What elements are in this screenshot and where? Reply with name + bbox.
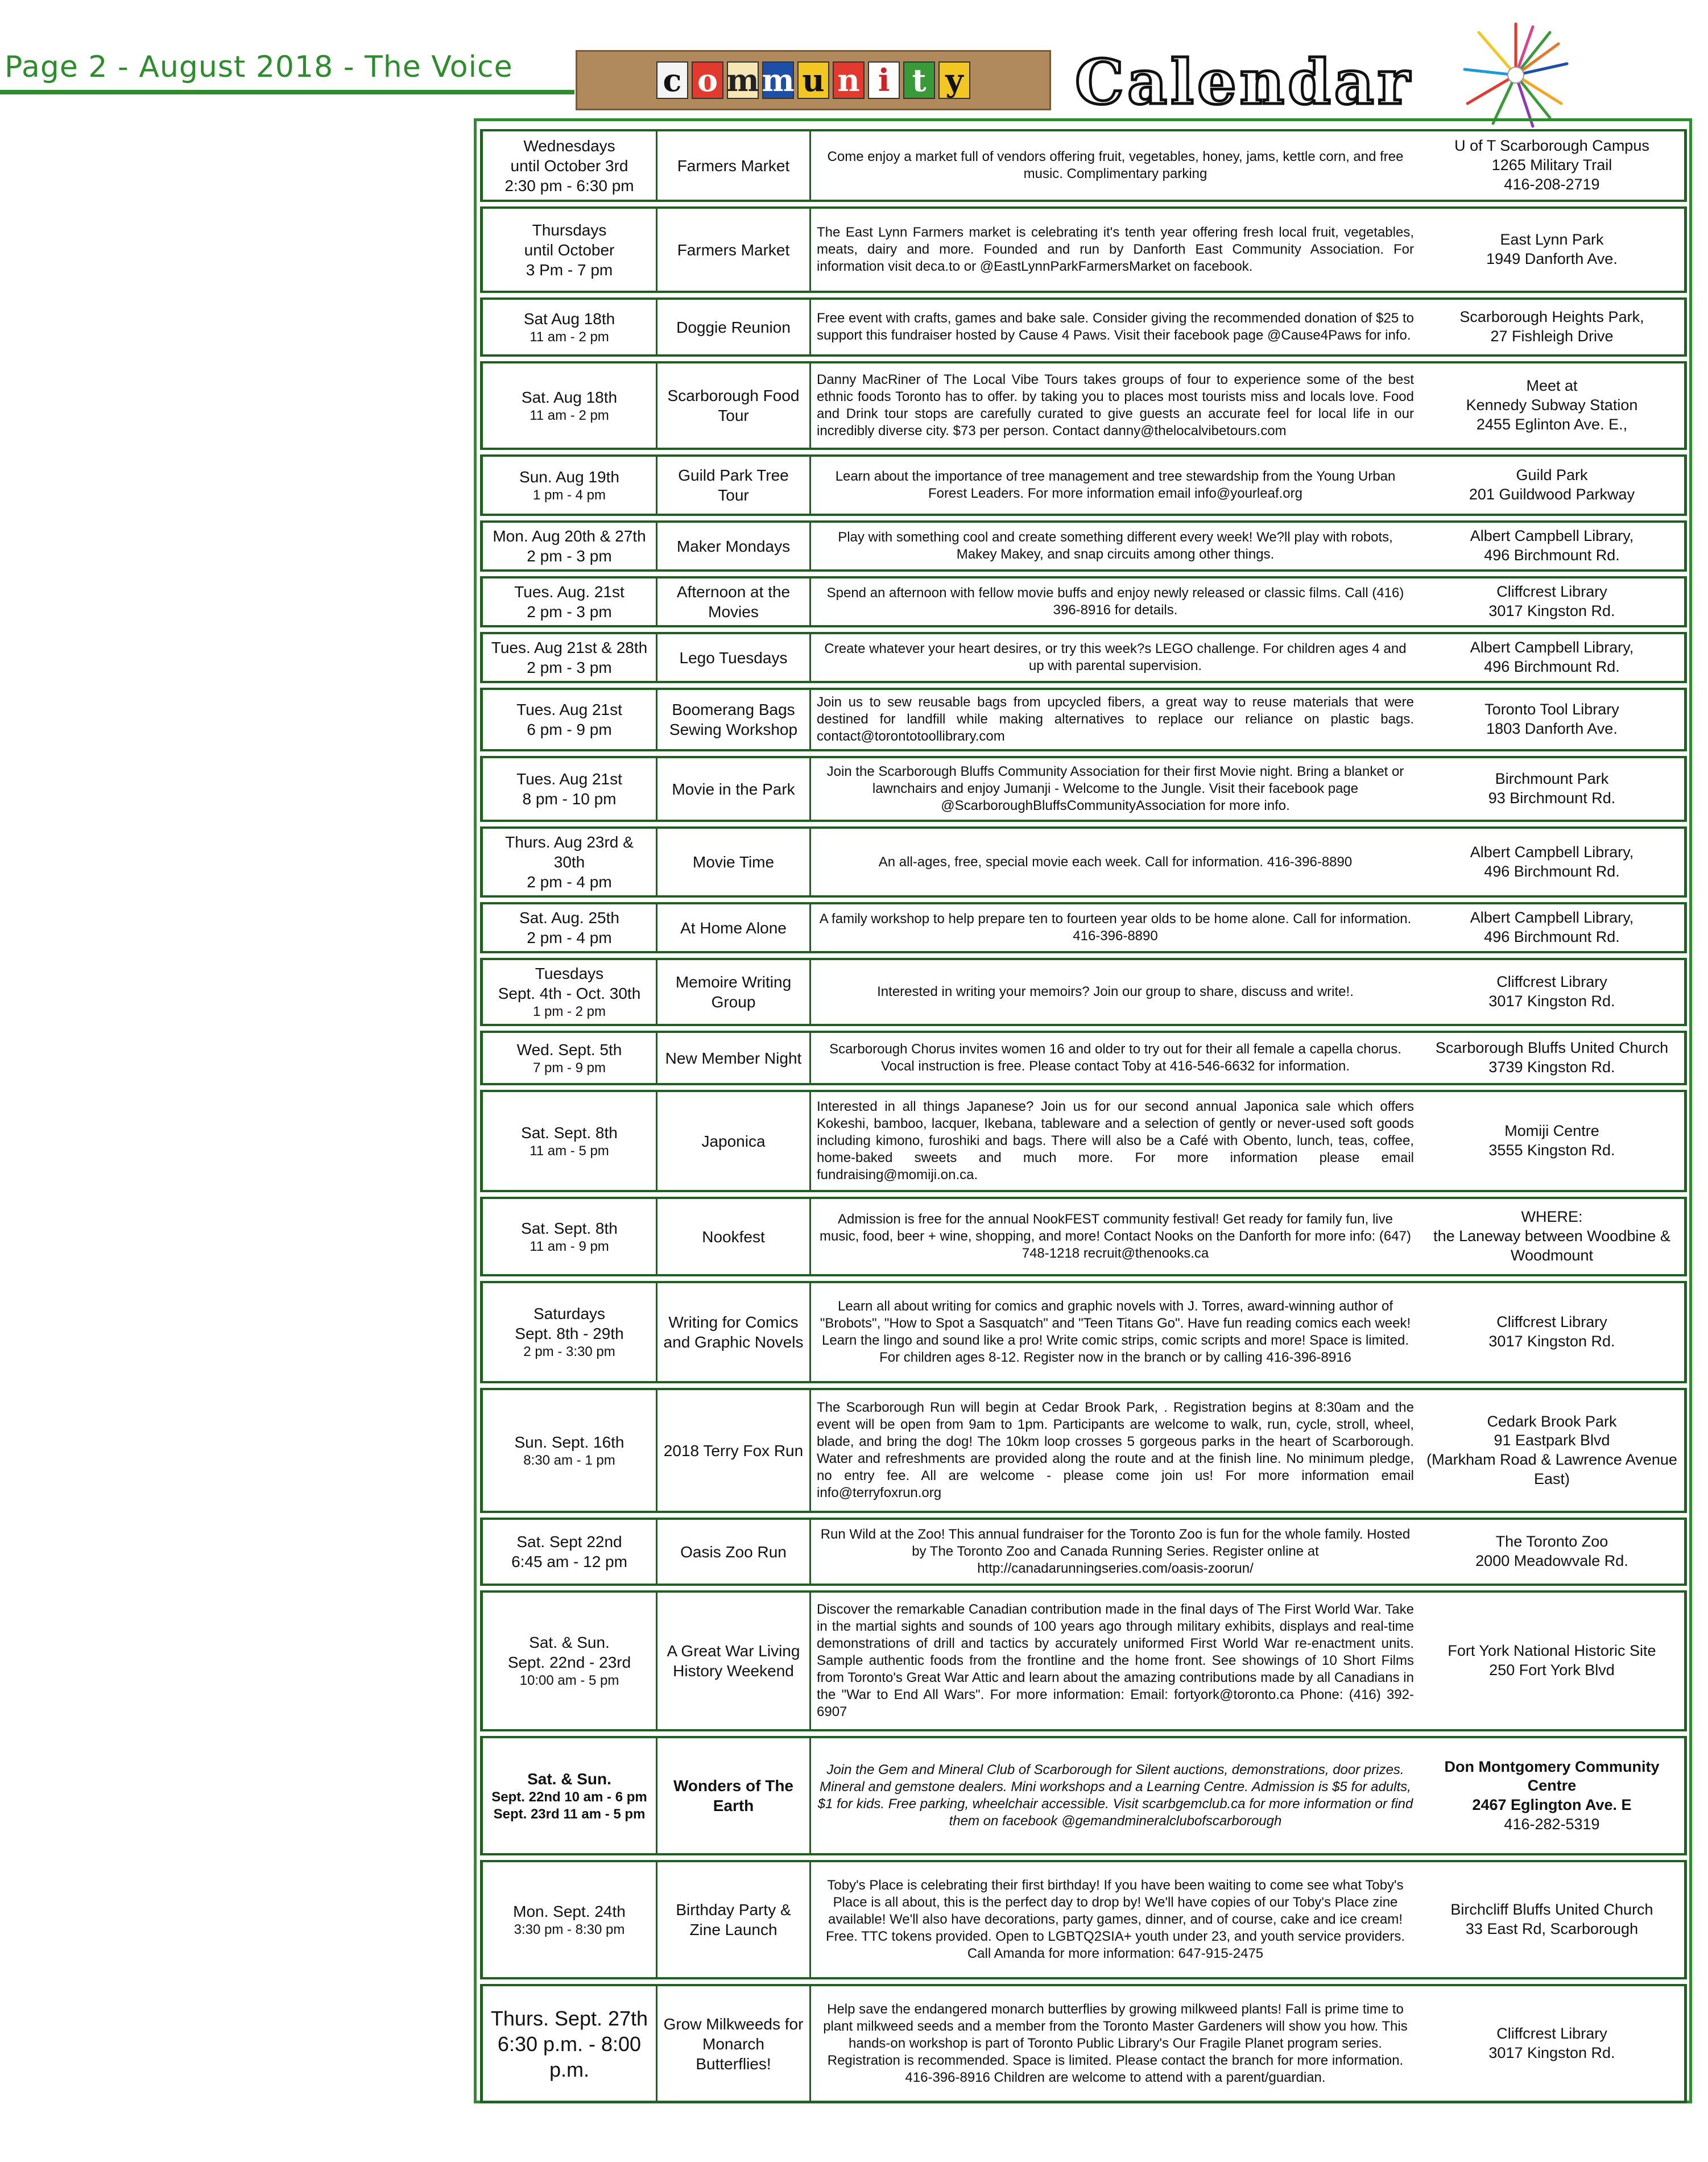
event-location [1420,576,1687,627]
table-row [480,576,1687,627]
event-description: Scarborough Chorus invites women 16 and older to try out for their all female a capella chorus. Vocal instruction is free. Please contact Toby at 416-546-6632 for information. [811,1031,1420,1085]
location-line: 2000 Meadowvale Rd. [1475,1552,1628,1569]
banner-letters [656,61,970,99]
date-line: Tues. Aug. 21st [514,583,625,601]
event-date [480,297,657,357]
time-line: 11 am - 2 pm [530,407,609,423]
location-line: 201 Guildwood Parkway [1469,486,1635,503]
event-date [480,826,657,898]
event-description: Join us to sew reusable bags from upcycled fibers, a great way to reuse materials that were destined for landfill while making alternatives to replace our reliance on plastic bags. contact@torontotoollibrary.com [811,688,1420,751]
location-line: the Laneway between Woodbine & Woodmount [1433,1227,1670,1264]
calendar-frame [474,118,1692,2103]
location-line: 91 Eastpark Blvd [1494,1432,1610,1449]
event-title: Movie in the Park [657,756,811,822]
event-location [1420,1090,1687,1192]
event-description: Run Wild at the Zoo! This annual fundraiser for the Toronto Zoo is fun for the whole family. Hosted by The Toronto Zoo and Canada Running Series. Register online at http://canadarunningseries.com/oasis-zoorun/ [811,1518,1420,1586]
event-date [480,1388,657,1513]
time-line: 3:30 pm - 8:30 pm [514,1921,625,1937]
event-description: Free event with crafts, games and bake sale. Consider giving the recommended donation of $25 to support this fundraiser hosted by Cause 4 Paws. Visit their facebook page @Cause4Paws for info. [811,297,1420,357]
location-line: 3017 Kingston Rd. [1488,1333,1615,1350]
location-line: 3555 Kingston Rd. [1488,1142,1615,1159]
calendar-title: Calendar [1075,47,1413,118]
time-line: 3 Pm - 7 pm [526,261,613,279]
event-location [1420,1736,1687,1855]
page-header [0,0,1708,118]
banner-letter: n [833,61,865,99]
table-row [480,129,1687,202]
starburst-icon [1459,18,1573,132]
location-line: 1949 Danforth Ave. [1486,250,1618,267]
event-title: Afternoon at the Movies [657,576,811,627]
time-line: 1 pm - 2 pm [532,1004,606,1019]
event-title: Nookfest [657,1197,811,1276]
time-line: 2 pm - 3 pm [527,603,612,621]
location-line: Cliffcrest Library [1496,973,1607,991]
time-line: 2 pm - 3 pm [527,659,612,676]
time-line: 2 pm - 4 pm [527,873,612,891]
event-date [480,1860,657,1979]
time-line: 8:30 am - 1 pm [523,1452,615,1468]
location-line: 3017 Kingston Rd. [1488,2044,1615,2061]
banner-letter: o [692,61,723,99]
table-row [480,1090,1687,1192]
event-title: Guild Park Tree Tour [657,454,811,516]
location-line: 1265 Military Trail [1491,156,1612,174]
event-description: Join the Gem and Mineral Club of Scarborough for Silent auctions, demonstrations, door prizes. Mineral and gemstone dealers. Mini workshops and a Learning Centre. Admission is $5 for adults, $1 for kids. Free parking, wheelchair accessible. Visit scarbgemclub.ca for more information or find them on facebook @gemandmineralclubofscarborough [811,1736,1420,1855]
event-title: Movie Time [657,826,811,898]
date-line: Saturdays [533,1305,606,1322]
time-line: 2 pm - 3:30 pm [523,1344,615,1359]
date-line: Sat. Sept. 8th [521,1219,618,1237]
table-row [480,1518,1687,1586]
location-line: East Lynn Park [1500,231,1604,249]
calendar-table [480,125,1687,2108]
table-row [480,361,1687,450]
event-description: The East Lynn Farmers market is celebrating it's tenth year offering fresh local fruit, vegetables, meats, dairy and more. Founded and run by Danforth East Community Association. For information visit deca.to or @EastLynnParkFarmersMarket on facebook. [811,206,1420,293]
location-line: 250 Fort York Blvd [1489,1661,1615,1679]
table-row [480,632,1687,683]
location-line: 496 Birchmount Rd. [1484,862,1620,880]
event-location [1420,1860,1687,1979]
table-row [480,756,1687,822]
location-line: 27 Fishleigh Drive [1490,328,1614,345]
date-line: Tues. Aug 21st [516,701,622,718]
banner-letter: u [797,61,829,99]
date-line: Tuesdays [535,965,604,982]
date-line: Sat. & Sun. [529,1634,610,1651]
time-line: 2 pm - 3 pm [527,547,612,565]
event-date [480,454,657,516]
event-title: Doggie Reunion [657,297,811,357]
event-location [1420,688,1687,751]
location-line: Fort York National Historic Site [1448,1642,1656,1660]
date-line: Sun. Aug 19th [519,468,619,486]
table-row [480,206,1687,293]
page-label: Page 2 - August 2018 - The Voice [5,50,513,84]
event-title: Memoire Writing Group [657,958,811,1026]
event-title: Wonders of The Earth [657,1736,811,1855]
date-line: Sun. Sept. 16th [514,1433,625,1451]
event-date [480,361,657,450]
table-row [480,1031,1687,1085]
location-line: Cedark Brook Park [1487,1412,1617,1430]
location-line: Albert Campbell Library, [1470,527,1634,545]
time-line: 1 pm - 4 pm [532,487,606,503]
event-date [480,1518,657,1586]
table-row [480,1197,1687,1276]
event-date [480,1736,657,1855]
date-line: until October 3rd [510,156,628,175]
event-date [480,1031,657,1085]
event-location [1420,1590,1687,1731]
location-line: WHERE: [1521,1208,1583,1226]
time-line: 11 am - 2 pm [530,329,609,345]
date-line: Mon. Aug 20th & 27th [493,527,646,545]
event-location [1420,826,1687,898]
event-title: A Great War Living History Weekend [657,1590,811,1731]
table-row [480,958,1687,1026]
time-line: 11 am - 5 pm [530,1143,609,1159]
location-line: Meet at [1526,377,1578,395]
location-line: Cliffcrest Library [1496,583,1607,601]
event-description: Help save the endangered monarch butterflies by growing milkweed plants! Fall is prime time to plant milkweed seeds and a member from the Toronto Master Gardeners will show you how. This hands-on workshop is part of Toronto Public Library's Our Fragile Planet program series. Registration is recommended. Space is limited. Please contact the branch for more information. 416-396-8916 Children are welcome to attend with a parent/guardian. [811,1984,1420,2103]
location-line: Birchcliff Bluffs United Church [1450,1901,1653,1919]
event-title: Japonica [657,1090,811,1192]
event-location [1420,1984,1687,2103]
event-description: Danny MacRiner of The Local Vibe Tours takes groups of four to experience some of the best ethnic foods Toronto has to offer. by taking you to places most tourists miss and locals love. Food and Drink tour stops are carefully curated to give guests an accurate feel for local life in our incredibly diverse city. $73 per person. Contact danny@thelocalvibetours.com [811,361,1420,450]
table-row [480,1281,1687,1383]
location-line: 2455 Eglinton Ave. E., [1476,415,1628,433]
location-line: Scarborough Heights Park, [1459,308,1644,326]
table-row [480,688,1687,751]
banner-letter: y [938,61,970,99]
location-line: 1803 Danforth Ave. [1486,720,1618,737]
banner-letter: i [868,61,900,99]
event-location [1420,902,1687,953]
event-description: A family workshop to help prepare ten to fourteen year olds to be home alone. Call for information. 416-396-8890 [811,902,1420,953]
date-line: Sept. 8th - 29th [515,1325,624,1342]
event-description: Create whatever your heart desires, or try this week?s LEGO challenge. For children ages 4 and up with parental supervision. [811,632,1420,683]
table-row [480,1984,1687,2103]
event-title: Scarborough Food Tour [657,361,811,450]
event-date [480,756,657,822]
event-description: Discover the remarkable Canadian contribution made in the final days of The First World War. Take in the martial sights and sounds of 100 years ago through military exhibits, displays and real-time demonstrations of drill and tactics by accurately uniformed First World War re-enactment units. Sample authentic foods from the frontline and the home front. See showings of 10 Short Films from Toronto's Great War Attic and learn about the amazing contributions made by all Canadians in the "War to End All Wars". For more information: Email: fortyork@toronto.ca Phone: (416) 392-6907 [811,1590,1420,1731]
event-title: At Home Alone [657,902,811,953]
location-line: 33 East Rd, Scarborough [1465,1920,1639,1937]
time-line: 10:00 am - 5 pm [519,1673,619,1688]
event-description: Play with something cool and create something different every week! We?ll play with robots, Makey Makey, and snap circuits among other things. [811,520,1420,572]
event-description: Interested in all things Japanese? Join us for our second annual Japonica sale which offers Kokeshi, bamboo, lacquer, Ikebana, tableware and a selection of gently or never-used soft goods including kimono, furoshiki and bags. There will also be a Café with Obento, lunch, teas, coffee, home-baked sweets and much more. For more information please email fundraising@momiji.on.ca. [811,1090,1420,1192]
event-title: Farmers Market [657,129,811,202]
location-line: Don Montgomery Community Centre [1444,1758,1660,1795]
event-title: Grow Milkweeds for Monarch Butterflies! [657,1984,811,2103]
location-line: (Markham Road & Lawrence Avenue East) [1426,1451,1677,1487]
event-date [480,206,657,293]
table-row [480,1590,1687,1731]
event-date [480,520,657,572]
location-line: 3017 Kingston Rd. [1488,602,1615,619]
event-description: The Scarborough Run will begin at Cedar Brook Park, . Registration begins at 8:30am and the event will be open from 9am to 1pm. Participants are welcome to walk, run, cycle, stroll, wheel, blade, and bring the dog! The 10km loop crosses 5 gorgeous parks in the heart of Scarborough. Water and refreshments are provided along the route and at the finish line. No minimum pledge, no entry fee. All are welcome - please come join us! For more information email info@terryfoxrun.org [811,1388,1420,1513]
location-line: Kennedy Subway Station [1466,396,1638,414]
banner-letter: m [762,62,795,98]
location-line: Toronto Tool Library [1484,701,1619,718]
location-line: 3739 Kingston Rd. [1488,1059,1615,1076]
event-description: Learn all about writing for comics and graphic novels with J. Torres, award-winning author of "Brobots", "How to Spot a Sasquatch" and "Teen Titans Go". Have fun reading comics each week! Learn the lingo and sound like a pro! Write comic strips, comic scripts and more! Space is limited. For children ages 8-12. Register now in the branch or by calling 416-396-8916 [811,1281,1420,1383]
event-title: Oasis Zoo Run [657,1518,811,1586]
date-line: Thurs. Sept. 27th [490,2006,648,2030]
event-description: Join the Scarborough Bluffs Community Association for their first Movie night. Bring a blanket or lawnchairs and enjoy Jumanji - Welcome to the Jungle. Visit their facebook page @ScarboroughBluffsCommunityAssociation for more info. [811,756,1420,822]
date-line: Sat. Sept. 8th [521,1123,618,1142]
event-date [480,688,657,751]
date-line: until October [524,241,615,259]
location-line: Cliffcrest Library [1496,1313,1607,1331]
location-line: Momiji Centre [1504,1122,1599,1140]
date-line: Thurs. Aug 23rd & 30th [505,833,634,871]
event-location [1420,1518,1687,1586]
event-date [480,129,657,202]
event-description: Learn about the importance of tree management and tree stewardship from the Young Urban Forest Leaders. For more information email info@yourleaf.org [811,454,1420,516]
event-location [1420,632,1687,683]
event-location [1420,958,1687,1026]
date-line: Wed. Sept. 5th [516,1040,622,1059]
table-row [480,1388,1687,1513]
date-line: Thursdays [532,221,607,239]
location-line: 3017 Kingston Rd. [1488,993,1615,1010]
location-line: Scarborough Bluffs United Church [1435,1039,1669,1057]
event-location [1420,756,1687,822]
table-row [480,454,1687,516]
time-line: 2:30 pm - 6:30 pm [504,176,634,195]
table-row [480,1736,1687,1855]
table-row [480,1860,1687,1979]
date-line: Tues. Aug 21st [516,770,622,788]
event-location [1420,1197,1687,1276]
event-location [1420,129,1687,202]
event-location [1420,1281,1687,1383]
event-location [1420,454,1687,516]
time-line: 11 am - 9 pm [530,1238,609,1254]
location-line: Albert Campbell Library, [1470,909,1634,927]
event-location [1420,361,1687,450]
event-description: Come enjoy a market full of vendors offering fruit, vegetables, honey, jams, kettle corn, and free music. Complimentary parking [811,129,1420,202]
event-date [480,1197,657,1276]
header-rule [0,90,574,94]
date-line: Sept. 23rd 11 am - 5 pm [493,1806,646,1822]
event-description: Spend an afternoon with fellow movie buffs and enjoy newly released or classic films. Call (416) 396-8916 for details. [811,576,1420,627]
table-row [480,297,1687,357]
location-line: Birchmount Park [1495,770,1609,788]
location-line: 496 Birchmount Rd. [1484,928,1620,945]
location-line: 93 Birchmount Rd. [1488,789,1616,807]
location-line: 416-282-5319 [1504,1815,1600,1833]
date-line: Sat. Aug 18th [521,388,618,406]
table-row [480,826,1687,898]
event-date [480,1090,657,1192]
banner-letter: t [903,61,935,99]
date-line: Mon. Sept. 24th [513,1902,626,1920]
event-location [1420,1388,1687,1513]
time-line: 8 pm - 10 pm [522,790,617,808]
time-line: 6 pm - 9 pm [527,721,612,738]
location-line: Guild Park [1516,466,1588,484]
location-line: U of T Scarborough Campus [1454,137,1649,155]
date-line: Sept. 22nd 10 am - 6 pm [491,1789,647,1805]
time-line: 6:45 am - 12 pm [511,1553,627,1570]
event-title: Maker Mondays [657,520,811,572]
date-line: Sat. Aug. 25th [519,909,619,927]
event-title: Lego Tuesdays [657,632,811,683]
table-row [480,902,1687,953]
location-line: 496 Birchmount Rd. [1484,547,1620,564]
banner-letter: c [656,61,688,99]
event-location [1420,297,1687,357]
location-line: 416-208-2719 [1504,175,1600,193]
event-description: An all-ages, free, special movie each week. Call for information. 416-396-8890 [811,826,1420,898]
event-title: Farmers Market [657,206,811,293]
location-line: The Toronto Zoo [1495,1533,1608,1551]
date-line: Tues. Aug 21st & 28th [491,639,648,656]
location-line: Cliffcrest Library [1496,2025,1607,2043]
event-title: Writing for Comics and Graphic Novels [657,1281,811,1383]
location-line: Albert Campbell Library, [1470,639,1634,656]
location-line: 496 Birchmount Rd. [1484,658,1620,675]
event-date [480,1984,657,2103]
event-date [480,1590,657,1731]
event-date [480,632,657,683]
event-description: Toby's Place is celebrating their first birthday! If you have been waiting to come see what Toby's Place is all about, this is the perfect day to drop by! We'll have copies of our Toby's Place zine available! We'll also have decorations, party games, dinner, and of course, cake and ice cream! Free. TTC tokens provided. Open to LGBTQ2SIA+ youth under 23, and youth service providers. Call Amanda for more information: 647-915-2475 [811,1860,1420,1979]
event-location [1420,206,1687,293]
event-title: 2018 Terry Fox Run [657,1388,811,1513]
date-line: Sept. 4th - Oct. 30th [498,985,641,1002]
event-title: Birthday Party & Zine Launch [657,1860,811,1979]
time-line: 2 pm - 4 pm [527,929,612,946]
event-description: Admission is free for the annual NookFEST community festival! Get ready for family fun, live music, food, beer + wine, shopping, and more! Contact Nooks on the Danforth for more info: (647) 748-1218 recruit@thenooks.ca [811,1197,1420,1276]
community-banner [576,50,1051,110]
table-row [480,520,1687,572]
date-line: Sat. & Sun. [527,1770,611,1788]
event-location [1420,1031,1687,1085]
date-line: Sat. Sept 22nd [516,1533,622,1551]
date-line: Sat Aug 18th [523,309,615,328]
event-date [480,958,657,1026]
event-location [1420,520,1687,572]
event-date [480,902,657,953]
event-title: Boomerang Bags Sewing Workshop [657,688,811,751]
time-line: 6:30 p.m. - 8:00 p.m. [497,2032,642,2081]
event-date [480,1281,657,1383]
location-line: 2467 Eglington Ave. E [1472,1796,1632,1813]
time-line: 7 pm - 9 pm [532,1060,606,1076]
location-line: Albert Campbell Library, [1470,843,1634,861]
date-line: Sept. 22nd - 23rd [507,1653,631,1671]
banner-letter: m [726,62,759,98]
date-line: Wednesdays [523,137,615,155]
event-date [480,576,657,627]
event-description: Interested in writing your memoirs? Join our group to share, discuss and write!. [811,958,1420,1026]
event-title: New Member Night [657,1031,811,1085]
